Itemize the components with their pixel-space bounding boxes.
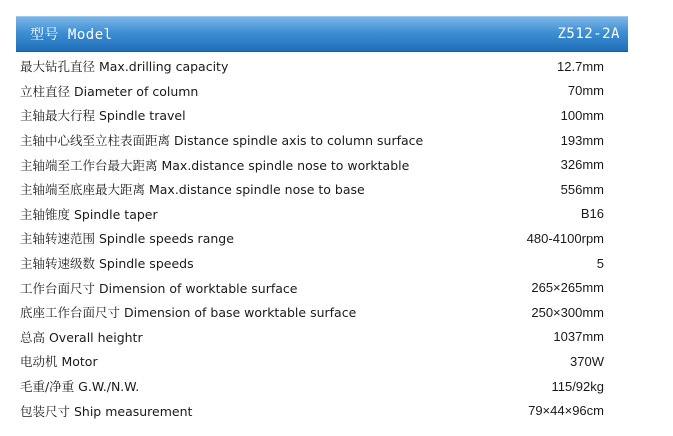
spec-value: 100mm xyxy=(560,107,604,123)
spec-row xyxy=(16,349,628,374)
spec-value: 5 xyxy=(596,255,604,271)
spec-label: 最大钻孔直径 Max.drilling capacity xyxy=(20,59,229,75)
spec-label: 毛重/净重 G.W./N.W. xyxy=(20,379,140,395)
spec-row xyxy=(16,177,628,202)
spec-label: 电动机 Motor xyxy=(20,354,98,370)
spec-row xyxy=(16,300,628,325)
spec-table xyxy=(16,16,628,423)
spec-row xyxy=(16,275,628,300)
spec-label: 主轴转速范围 Spindle speeds range xyxy=(20,231,234,247)
spec-value: 12.7mm xyxy=(557,58,604,74)
spec-label: 工作台面尺寸 Dimension of worktable surface xyxy=(20,280,298,296)
spec-label: 主轴最大行程 Spindle travel xyxy=(20,108,186,124)
spec-value: 115/92kg xyxy=(551,378,604,394)
spec-row xyxy=(16,152,628,177)
spec-row xyxy=(16,202,628,227)
spec-row xyxy=(16,226,628,251)
spec-label: 底座工作台面尺寸 Dimension of base worktable surface xyxy=(20,305,357,321)
spec-value: 70mm xyxy=(567,83,604,99)
model-label: 型号 Model xyxy=(30,27,113,43)
spec-value: 370W xyxy=(570,353,604,369)
spec-label: 主轴锥度 Spindle taper xyxy=(20,206,158,222)
spec-value: 265×265mm xyxy=(531,280,604,296)
spec-value: 250×300mm xyxy=(531,304,604,320)
spec-label: 立柱直径 Diameter of column xyxy=(20,83,199,99)
spec-label: 主轴中心线至立柱表面距离 Distance spindle axis to column surface xyxy=(20,133,424,149)
spec-row xyxy=(16,79,628,104)
spec-label: 包装尺寸 Ship measurement xyxy=(20,403,193,419)
table-header xyxy=(16,16,628,52)
spec-label: 主轴端至工作台最大距离 Max.distance spindle nose to worktable xyxy=(20,157,410,173)
spec-row xyxy=(16,325,628,350)
spec-value: 326mm xyxy=(560,157,604,173)
spec-rows xyxy=(16,54,628,423)
spec-value: 556mm xyxy=(560,181,604,197)
spec-row xyxy=(16,374,628,399)
spec-label: 总高 Overall heightr xyxy=(20,329,143,345)
spec-label: 主轴端至底座最大距离 Max.distance spindle nose to base xyxy=(20,182,365,198)
spec-value: 79×44×96cm xyxy=(528,403,604,419)
model-value: Z512-2A xyxy=(557,26,620,42)
spec-label: 主轴转速级数 Spindle speeds xyxy=(20,256,194,272)
spec-row xyxy=(16,103,628,128)
spec-value: 193mm xyxy=(560,132,604,148)
spec-row xyxy=(16,54,628,79)
spec-row xyxy=(16,128,628,153)
spec-value: B16 xyxy=(580,206,604,222)
spec-row xyxy=(16,398,628,423)
spec-value: 1037mm xyxy=(553,329,604,345)
spec-row xyxy=(16,251,628,276)
spec-value: 480-4100rpm xyxy=(526,230,604,246)
